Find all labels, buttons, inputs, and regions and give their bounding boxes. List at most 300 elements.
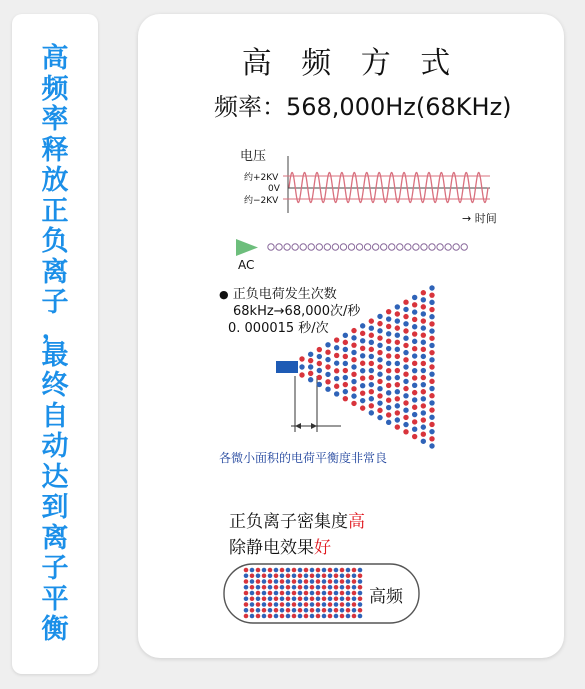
positive-ion-dot	[244, 614, 249, 619]
positive-ion-dot	[340, 579, 345, 584]
negative-ion-dot	[334, 345, 339, 350]
positive-ion-dot	[358, 608, 363, 613]
positive-ion-dot	[244, 579, 249, 584]
positive-ion-dot	[429, 436, 434, 441]
positive-ion-dot	[334, 384, 339, 389]
negative-ion-dot	[340, 608, 345, 613]
negative-ion-dot	[328, 608, 333, 613]
ac-label: AC	[238, 258, 255, 272]
negative-ion-dot	[334, 602, 339, 607]
positive-ion-dot	[377, 335, 382, 340]
positive-ion-dot	[346, 596, 351, 601]
arrow-head-left	[295, 423, 301, 429]
positive-ion-dot	[377, 408, 382, 413]
ion-info-line-3: 0. 000015 秒/次	[228, 321, 329, 336]
negative-ion-dot	[343, 333, 348, 338]
positive-ion-dot	[360, 331, 365, 336]
positive-ion-dot	[317, 347, 322, 352]
positive-ion-dot	[325, 350, 330, 355]
positive-ion-dot	[256, 579, 261, 584]
positive-ion-dot	[310, 608, 315, 613]
positive-ion-dot	[377, 364, 382, 369]
ion-ring	[372, 244, 378, 250]
positive-ion-dot	[340, 602, 345, 607]
ion-ring	[461, 244, 467, 250]
negative-ion-dot	[317, 382, 322, 387]
positive-ion-dot	[304, 568, 309, 573]
negative-ion-dot	[292, 585, 297, 590]
positive-ion-dot	[395, 340, 400, 345]
negative-ion-dot	[412, 412, 417, 417]
positive-ion-dot	[322, 596, 327, 601]
negative-ion-dot	[395, 417, 400, 422]
positive-ion-dot	[310, 573, 315, 578]
positive-ion-dot	[403, 372, 408, 377]
negative-ion-dot	[403, 393, 408, 398]
positive-ion-dot	[412, 317, 417, 322]
positive-ion-dot	[358, 573, 363, 578]
negative-ion-dot	[262, 568, 267, 573]
positive-ion-dot	[386, 383, 391, 388]
negative-ion-dot	[316, 573, 321, 578]
negative-ion-dot	[250, 568, 255, 573]
negative-ion-dot	[369, 340, 374, 345]
side-heading-char: 自	[41, 400, 69, 432]
positive-ion-dot	[340, 591, 345, 596]
positive-ion-dot	[395, 424, 400, 429]
positive-ion-dot	[386, 309, 391, 314]
negative-ion-dot	[322, 579, 327, 584]
negative-ion-dot	[386, 405, 391, 410]
negative-ion-dot	[308, 377, 313, 382]
positive-ion-dot	[377, 321, 382, 326]
negative-ion-dot	[256, 596, 261, 601]
positive-ion-dot	[262, 608, 267, 613]
positive-ion-dot	[340, 568, 345, 573]
negative-ion-dot	[360, 353, 365, 358]
positive-ion-dot	[403, 415, 408, 420]
play-triangle-icon	[236, 239, 258, 256]
negative-ion-dot	[244, 596, 249, 601]
negative-ion-dot	[352, 573, 357, 578]
side-heading-char: 率	[41, 104, 69, 135]
balance-caption: 各微小面积的电荷平衡度非常良	[219, 451, 388, 465]
positive-ion-dot	[343, 340, 348, 345]
negative-ion-dot	[310, 602, 315, 607]
negative-ion-dot	[377, 357, 382, 362]
negative-ion-dot	[334, 568, 339, 573]
negative-ion-dot	[310, 568, 315, 573]
positive-ion-dot	[334, 573, 339, 578]
negative-ion-dot	[351, 393, 356, 398]
positive-ion-dot	[351, 342, 356, 347]
negative-ion-dot	[358, 602, 363, 607]
negative-ion-dot	[421, 297, 426, 302]
positive-ion-dot	[274, 608, 279, 613]
positive-ion-dot	[369, 333, 374, 338]
negative-ion-dot	[304, 573, 309, 578]
ion-ring	[405, 244, 411, 250]
negative-ion-dot	[412, 353, 417, 358]
ion-ring	[276, 244, 282, 250]
positive-ion-dot	[377, 379, 382, 384]
negative-ion-dot	[286, 568, 291, 573]
side-heading-char: 达	[41, 461, 69, 493]
negative-ion-dot	[377, 314, 382, 319]
side-heading-char: 高	[41, 43, 69, 74]
positive-ion-dot	[386, 412, 391, 417]
positive-ion-dot	[322, 573, 327, 578]
negative-ion-dot	[377, 415, 382, 420]
time-axis-label: → 时间	[462, 212, 497, 225]
negative-ion-dot	[328, 596, 333, 601]
positive-ion-dot	[421, 361, 426, 366]
negative-ion-dot	[268, 608, 273, 613]
bullet-icon: ●	[219, 288, 229, 301]
ion-ring	[268, 244, 274, 250]
negative-ion-dot	[421, 354, 426, 359]
positive-ion-dot	[256, 602, 261, 607]
negative-ion-dot	[274, 591, 279, 596]
negative-ion-dot	[346, 568, 351, 573]
negative-ion-dot	[322, 614, 327, 619]
negative-ion-dot	[274, 579, 279, 584]
negative-ion-dot	[360, 383, 365, 388]
positive-ion-dot	[421, 403, 426, 408]
negative-ion-dot	[343, 389, 348, 394]
negative-ion-dot	[395, 375, 400, 380]
negative-ion-dot	[403, 422, 408, 427]
positive-ion-dot	[412, 434, 417, 439]
negative-ion-dot	[256, 608, 261, 613]
positive-ion-dot	[262, 596, 267, 601]
positive-ion-dot	[421, 290, 426, 295]
positive-ion-dot	[268, 591, 273, 596]
positive-ion-dot	[412, 375, 417, 380]
positive-ion-dot	[386, 368, 391, 373]
positive-ion-dot	[322, 585, 327, 590]
positive-ion-dot	[360, 361, 365, 366]
negative-ion-dot	[395, 403, 400, 408]
negative-ion-dot	[360, 338, 365, 343]
negative-ion-dot	[308, 364, 313, 369]
negative-ion-dot	[429, 328, 434, 333]
arrow-head-right	[311, 423, 317, 429]
positive-ion-dot	[429, 379, 434, 384]
positive-ion-dot	[403, 386, 408, 391]
positive-ion-dot	[369, 375, 374, 380]
negative-ion-dot	[308, 352, 313, 357]
negative-ion-dot	[317, 368, 322, 373]
negative-ion-dot	[322, 591, 327, 596]
negative-ion-dot	[322, 602, 327, 607]
positive-ion-dot	[343, 382, 348, 387]
side-heading-char: ，	[41, 313, 69, 345]
positive-ion-dot	[429, 364, 434, 369]
positive-ion-dot	[316, 591, 321, 596]
positive-ion-dot	[280, 602, 285, 607]
positive-ion-dot	[308, 358, 313, 363]
ion-ring	[437, 244, 443, 250]
ion-ring	[397, 244, 403, 250]
negative-ion-dot	[412, 309, 417, 314]
positive-ion-dot	[310, 585, 315, 590]
negative-ion-dot	[274, 602, 279, 607]
negative-ion-dot	[351, 379, 356, 384]
density-line-1	[229, 509, 365, 535]
positive-ion-dot	[299, 372, 304, 377]
positive-ion-dot	[352, 568, 357, 573]
negative-ion-dot	[317, 354, 322, 359]
positive-ion-dot	[268, 579, 273, 584]
positive-ion-dot	[334, 337, 339, 342]
negative-ion-dot	[386, 331, 391, 336]
negative-ion-dot	[369, 325, 374, 330]
positive-ion-dot	[292, 568, 297, 573]
negative-ion-dot	[386, 390, 391, 395]
positive-ion-dot	[360, 390, 365, 395]
negative-ion-dot	[268, 596, 273, 601]
negative-ion-dot	[346, 591, 351, 596]
voltage-label: 电压	[240, 149, 267, 164]
negative-ion-dot	[429, 443, 434, 448]
positive-ion-dot	[274, 573, 279, 578]
positive-ion-dot	[352, 591, 357, 596]
positive-ion-dot	[412, 302, 417, 307]
positive-ion-dot	[412, 419, 417, 424]
positive-ion-dot	[343, 396, 348, 401]
ion-ring	[381, 244, 387, 250]
negative-ion-dot	[328, 585, 333, 590]
negative-ion-dot	[298, 579, 303, 584]
negative-ion-dot	[386, 316, 391, 321]
positive-ion-dot	[412, 346, 417, 351]
negative-ion-dot	[351, 364, 356, 369]
positive-ion-dot	[421, 332, 426, 337]
positive-ion-dot	[268, 614, 273, 619]
negative-ion-dot	[351, 350, 356, 355]
positive-ion-dot	[274, 596, 279, 601]
negative-ion-dot	[386, 346, 391, 351]
positive-ion-dot	[395, 325, 400, 330]
negative-ion-dot	[412, 295, 417, 300]
side-heading-char: 动	[41, 431, 69, 462]
positive-ion-dot	[298, 585, 303, 590]
positive-ion-dot	[286, 585, 291, 590]
negative-ion-dot	[377, 343, 382, 348]
positive-ion-dot	[369, 347, 374, 352]
negative-ion-dot	[268, 585, 273, 590]
negative-ion-dot	[298, 614, 303, 619]
negative-ion-dot	[412, 339, 417, 344]
negative-ion-dot	[395, 318, 400, 323]
ion-ring	[389, 244, 395, 250]
negative-ion-dot	[352, 608, 357, 613]
positive-ion-dot	[403, 357, 408, 362]
positive-ion-dot	[421, 417, 426, 422]
negative-ion-dot	[286, 579, 291, 584]
negative-ion-dot	[403, 336, 408, 341]
positive-ion-dot	[304, 602, 309, 607]
positive-ion-dot	[421, 389, 426, 394]
negative-ion-dot	[352, 596, 357, 601]
density-line-2	[229, 535, 365, 561]
positive-ion-dot	[316, 579, 321, 584]
negative-ion-dot	[429, 285, 434, 290]
negative-ion-dot	[412, 397, 417, 402]
negative-ion-dot	[340, 585, 345, 590]
negative-ion-dot	[386, 420, 391, 425]
effect-prefix: 除静电效果	[229, 538, 314, 558]
positive-ion-dot	[334, 368, 339, 373]
negative-ion-dot	[292, 596, 297, 601]
side-heading-char: 终	[41, 370, 69, 401]
side-heading-char: 平	[41, 583, 69, 615]
negative-ion-dot	[250, 614, 255, 619]
negative-ion-dot	[421, 340, 426, 345]
positive-ion-dot	[280, 568, 285, 573]
negative-ion-dot	[274, 568, 279, 573]
positive-ion-dot	[369, 389, 374, 394]
positive-ion-dot	[403, 343, 408, 348]
positive-ion-dot	[429, 321, 434, 326]
side-heading-char: 离	[41, 256, 69, 288]
positive-ion-dot	[377, 350, 382, 355]
positive-ion-dot	[351, 386, 356, 391]
minus-2kv-label: 约−2KV	[244, 196, 279, 206]
positive-ion-dot	[346, 585, 351, 590]
positive-ion-dot	[334, 596, 339, 601]
ion-ring	[292, 244, 298, 250]
negative-ion-dot	[429, 400, 434, 405]
negative-ion-dot	[421, 396, 426, 401]
negative-ion-dot	[274, 614, 279, 619]
side-heading-char: 离	[41, 522, 69, 554]
positive-ion-dot	[268, 568, 273, 573]
negative-ion-dot	[429, 314, 434, 319]
negative-ion-dot	[262, 579, 267, 584]
negative-ion-dot	[310, 591, 315, 596]
positive-ion-dot	[386, 398, 391, 403]
negative-ion-dot	[250, 579, 255, 584]
positive-ion-dot	[286, 573, 291, 578]
side-heading-char: 负	[41, 226, 69, 257]
positive-ion-dot	[352, 602, 357, 607]
zero-volt-label: 0V	[268, 184, 280, 194]
negative-ion-dot	[244, 573, 249, 578]
negative-ion-dot	[334, 376, 339, 381]
positive-ion-dot	[328, 614, 333, 619]
positive-ion-dot	[429, 393, 434, 398]
negative-ion-dot	[421, 368, 426, 373]
ion-ring	[356, 244, 362, 250]
density-highlight: 高	[348, 512, 365, 532]
negative-ion-dot	[325, 387, 330, 392]
positive-ion-dot	[316, 602, 321, 607]
capsule-label: 高频	[369, 587, 403, 607]
negative-ion-dot	[369, 382, 374, 387]
negative-ion-dot	[412, 368, 417, 373]
negative-ion-dot	[325, 372, 330, 377]
positive-ion-dot	[429, 407, 434, 412]
positive-ion-dot	[244, 591, 249, 596]
positive-ion-dot	[403, 429, 408, 434]
side-heading-char: 衡	[41, 614, 69, 645]
positive-ion-dot	[412, 361, 417, 366]
negative-ion-dot	[310, 614, 315, 619]
ion-ring	[340, 244, 346, 250]
positive-ion-dot	[421, 318, 426, 323]
positive-ion-dot	[299, 356, 304, 361]
negative-ion-dot	[412, 383, 417, 388]
negative-ion-dot	[377, 328, 382, 333]
plus-2kv-label: 约+2KV	[244, 173, 279, 183]
negative-ion-dot	[343, 347, 348, 352]
ion-ring	[348, 244, 354, 250]
positive-ion-dot	[334, 353, 339, 358]
positive-ion-dot	[317, 375, 322, 380]
positive-ion-dot	[351, 372, 356, 377]
positive-ion-dot	[286, 596, 291, 601]
negative-ion-dot	[421, 325, 426, 330]
positive-ion-dot	[340, 614, 345, 619]
positive-ion-dot	[412, 331, 417, 336]
positive-ion-dot	[244, 602, 249, 607]
negative-ion-dot	[377, 386, 382, 391]
negative-ion-dot	[429, 357, 434, 362]
effect-highlight: 好	[314, 538, 331, 558]
negative-ion-dot	[298, 568, 303, 573]
negative-ion-dot	[244, 608, 249, 613]
positive-ion-dot	[358, 585, 363, 590]
negative-ion-dot	[358, 591, 363, 596]
positive-ion-dot	[343, 368, 348, 373]
negative-ion-dot	[429, 429, 434, 434]
negative-ion-dot	[316, 608, 321, 613]
positive-ion-dot	[346, 608, 351, 613]
negative-ion-dot	[256, 573, 261, 578]
positive-ion-dot	[298, 608, 303, 613]
negative-ion-dot	[310, 579, 315, 584]
negative-ion-dot	[421, 410, 426, 415]
positive-ion-dot	[351, 401, 356, 406]
side-heading-char: 子	[41, 553, 69, 584]
positive-ion-dot	[395, 396, 400, 401]
positive-ion-dot	[244, 568, 249, 573]
negative-ion-dot	[403, 307, 408, 312]
positive-ion-dot	[421, 304, 426, 309]
side-heading-char: 子	[41, 287, 69, 318]
waveform-chart	[283, 156, 490, 213]
negative-ion-dot	[377, 372, 382, 377]
negative-ion-dot	[325, 357, 330, 362]
negative-ion-dot	[429, 415, 434, 420]
negative-ion-dot	[298, 602, 303, 607]
positive-ion-dot	[256, 591, 261, 596]
positive-ion-dot	[325, 364, 330, 369]
negative-ion-dot	[395, 361, 400, 366]
negative-ion-dot	[280, 596, 285, 601]
density-prefix: 正负离子密集度	[229, 512, 348, 532]
negative-ion-dot	[360, 368, 365, 373]
negative-ion-dot	[386, 375, 391, 380]
negative-ion-dot	[358, 614, 363, 619]
negative-ion-dot	[386, 361, 391, 366]
negative-ion-dot	[395, 347, 400, 352]
negative-ion-dot	[244, 585, 249, 590]
positive-ion-dot	[280, 614, 285, 619]
negative-ion-dot	[421, 311, 426, 316]
